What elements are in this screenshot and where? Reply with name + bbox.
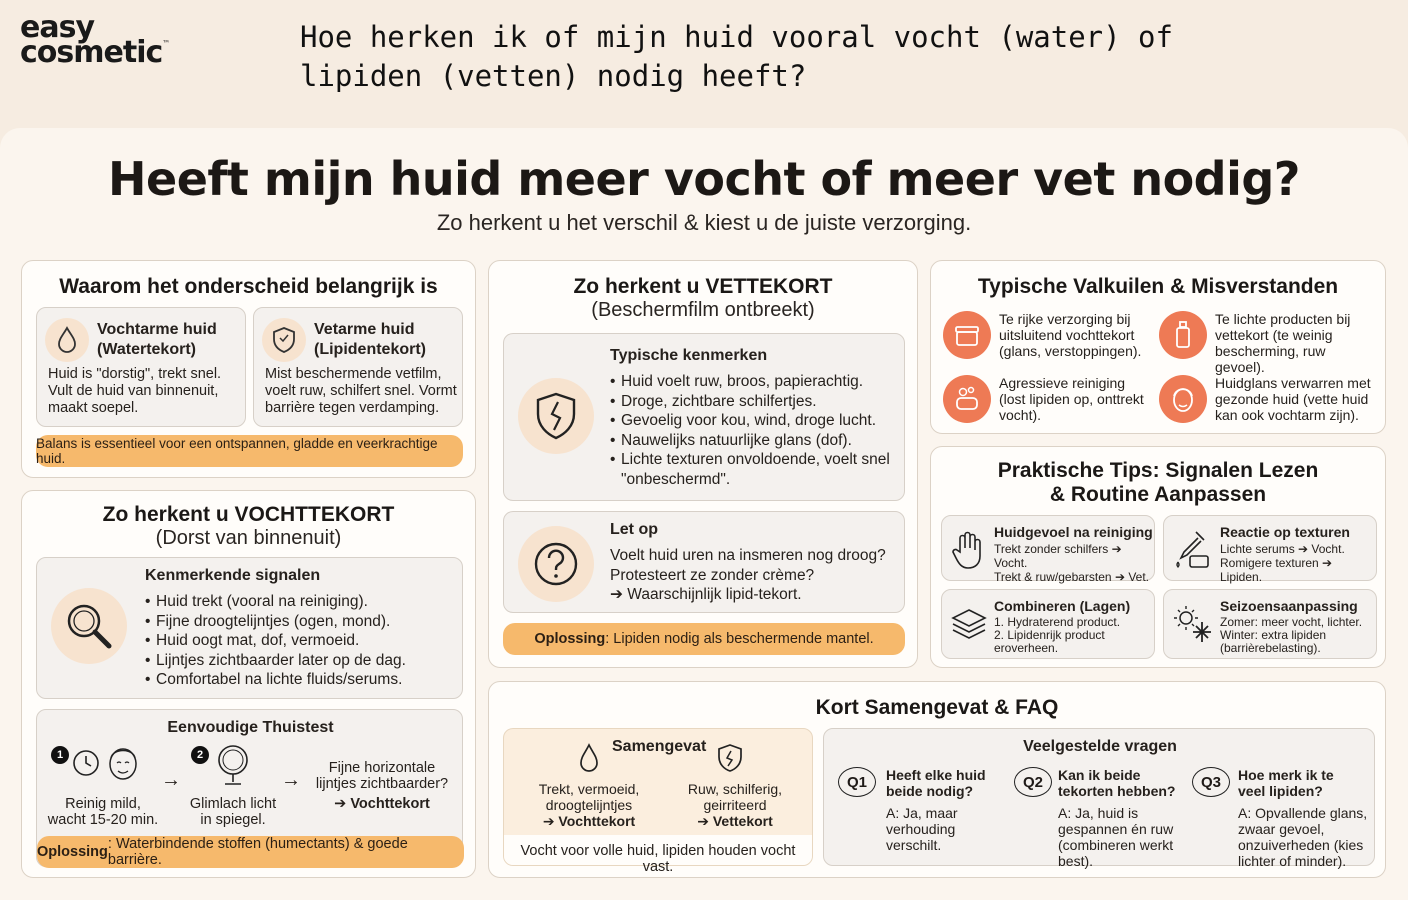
signals-list: [145, 592, 455, 690]
samengevat-right-result: ➔ Vettekort: [697, 813, 773, 829]
main-title: Heeft mijn huid meer vocht of meer vet nodig?: [108, 152, 1300, 206]
shield-icon: [716, 743, 744, 773]
step2-text: Glimlach licht in spiegel.: [189, 796, 277, 828]
water-drop-icon: [45, 318, 89, 362]
card-waarom: [21, 260, 476, 478]
vocht-subtitle: (Watertekort): [97, 341, 196, 358]
test-title: Eenvoudige Thuistest: [167, 719, 334, 736]
card-title: Kort Samengevat & FAQ: [815, 696, 1059, 719]
list-item: • Nauwelijks natuurlijke glans (dof).: [610, 431, 895, 451]
list-item: • Huid voelt ruw, broos, papierachtig.: [610, 372, 895, 392]
box-samengevat: [503, 728, 813, 875]
faq-title: Veelgestelde vragen: [1023, 738, 1177, 755]
letop-line: Voelt huid uren na insmeren nog droog?: [610, 547, 886, 564]
tip-title: Combineren (Lagen): [994, 598, 1131, 614]
card-title: Waarom het onderscheid belangrijk is: [59, 275, 438, 298]
bottle-icon: [1159, 311, 1207, 359]
valkuil-text: Agressieve reiniging (lost lipiden op, onttrekt vocht).: [999, 375, 1144, 423]
shield-icon: [262, 318, 306, 362]
arrow-icon: →: [281, 769, 301, 791]
tip-title: Huidgevoel na reiniging: [994, 524, 1153, 540]
balance-note: Balans is essentieel voor een ontspannen, gladde en veerkrachtige huid.: [36, 435, 463, 467]
traits-list: [610, 372, 895, 489]
question-heading: Hoe herken ik of mijn huid vooral vocht (water) of lipiden (vetten) nodig heeft?: [300, 20, 1173, 93]
traits-title: Typische kenmerken: [610, 347, 768, 364]
list-item: • Lijntjes zichtbaarder later op de dag.: [145, 651, 455, 671]
vet-subtitle: (Lipidentekort): [314, 341, 426, 358]
box-signalen: [36, 557, 463, 699]
list-item: • Lichte texturen onvoldoende, voelt snel "onbeschermd".: [610, 450, 895, 489]
samengevat-title: Samengevat: [612, 738, 707, 755]
faq-question: Hoe merk ik te veel lipiden?: [1238, 767, 1334, 799]
box-faq: [823, 728, 1375, 869]
sun-snowflake-icon: [1172, 604, 1214, 644]
tip-box: Huidgevoel na reiniging Trekt zonder schilfers ➔ Vocht. Trekt & ruw/gebarsten ➔ Vet.: [941, 515, 1155, 581]
logo: easy cosmetic™: [20, 10, 171, 70]
list-item: • Droge, zichtbare schilfertjes.: [610, 392, 895, 412]
hand-icon: [950, 530, 986, 570]
signals-title: Kenmerkende signalen: [145, 567, 321, 584]
question-mark-icon: [518, 526, 594, 602]
list-item: • Comfortabel na lichte fluids/serums.: [145, 670, 455, 690]
card-valkuilen: [930, 260, 1386, 434]
samengevat-left: Trekt, vermoeid, droogtelijntjes: [538, 781, 640, 813]
step-number: 2: [191, 746, 209, 764]
q3-badge: Q3: [1192, 767, 1230, 797]
solution-note: Oplossing : Lipiden nodig als beschermende mantel.: [503, 623, 905, 655]
q2-badge: Q2: [1014, 767, 1052, 797]
cream-jar-icon: [943, 311, 991, 359]
box-vetarme-huid: [253, 307, 463, 427]
card-title: Praktische Tips: Signalen Lezen & Routine Aanpassen: [997, 459, 1319, 506]
vet-title: Vetarme huid: [314, 321, 415, 338]
woman-face-icon: [1159, 375, 1207, 423]
vocht-title: Vochtarme huid: [97, 321, 217, 338]
vocht-text: Huid is "dorstig", trekt snel. Vult de huid van binnenuit, maakt soepel.: [48, 366, 222, 416]
magnifier-icon: [51, 588, 127, 664]
faq-answer: A: Ja, maar verhouding verschilt.: [886, 805, 958, 853]
list-item: • Fijne droogtelijntjes (ogen, mond).: [145, 612, 455, 632]
card-vettekort: [488, 260, 918, 668]
face-icon: [103, 742, 143, 784]
box-let-op: [503, 511, 905, 613]
step3-text: Fijne horizontale lijntjes zichtbaarder?: [315, 760, 449, 792]
card-subtitle: (Beschermfilm ontbreekt): [591, 299, 815, 321]
soap-bubbles-icon: [943, 375, 991, 423]
water-drop-icon: [578, 743, 600, 773]
list-item: • Huid oogt mat, dof, vermoeid.: [145, 631, 455, 651]
faq-answer: A: Ja, huid is gespannen én ruw (combineren werkt best).: [1058, 805, 1174, 869]
box-vochtarme-huid: [36, 307, 246, 427]
list-item: • Huid trekt (vooral na reiniging).: [145, 592, 455, 612]
card-vochttekort: [21, 490, 476, 878]
mirror-icon: [213, 742, 253, 788]
step3-result: ➔ Vochttekort: [334, 796, 430, 812]
arrow-icon: →: [161, 769, 181, 791]
card-summary-faq: [488, 681, 1386, 878]
q1-badge: Q1: [838, 767, 876, 797]
card-tips: [930, 446, 1386, 668]
faq-question: Kan ik beide tekorten hebben?: [1058, 767, 1176, 799]
tip-box: Seizoensaanpassing Zomer: meer vocht, lichter. Winter: extra lipiden (barrièrebelasting).: [1163, 589, 1377, 659]
samengevat-right: Ruw, schilferig, geirriteerd: [687, 781, 783, 813]
card-title: Zo herkent u VOCHTTEKORT: [102, 503, 395, 526]
main-subtitle: Zo herkent u het verschil & kiest u de juiste verzorging.: [436, 210, 972, 235]
card-title: Zo herkent u VETTEKORT: [573, 275, 833, 298]
samengevat-left-result: ➔ Vochttekort: [542, 813, 636, 829]
box-thuistest: [36, 709, 463, 867]
faq-answer: A: Opvallende glans, zwaar gevoel, onzuiverheden (kies lichter of minder).: [1238, 805, 1368, 869]
valkuil-text: Te rijke verzorging bij uitsluitend vochttekort (glans, verstoppingen).: [999, 311, 1142, 359]
step-number: 1: [51, 746, 69, 764]
card-title: Typische Valkuilen & Misverstanden: [977, 275, 1339, 298]
valkuil-text: Huidglans verwarren met gezonde huid (vette huid kan ook vochtarm zijn).: [1215, 375, 1371, 423]
letop-line: Protesteert ze zonder crème?: [610, 566, 815, 584]
valkuil-text: Te lichte producten bij vettekort (te weinig bescherming, ruw gevoel).: [1215, 311, 1351, 375]
list-item: • Gevoelig voor kou, wind, droge lucht.: [610, 411, 895, 431]
samengevat-bottom: Vocht voor volle huid, lipiden houden vocht vast.: [520, 843, 796, 875]
letop-title: Let op: [610, 521, 658, 538]
tip-box: Reactie op texturen Lichte serums ➔ Vocht. Romigere texturen ➔ Lipiden.: [1163, 515, 1377, 581]
step1-text: Reinig mild, wacht 15-20 min.: [47, 796, 159, 828]
top-bar: [0, 0, 1408, 128]
tip-box: Combineren (Lagen) 1. Hydraterend product. 2. Lipidenrijk product eroverheen.: [941, 589, 1155, 659]
tip-title: Seizoensaanpassing: [1220, 598, 1358, 614]
box-kenmerken: [503, 333, 905, 501]
card-subtitle: (Dorst van binnenuit): [155, 527, 342, 549]
faq-question: Heeft elke huid beide nodig?: [886, 767, 986, 799]
layers-icon: [950, 606, 988, 642]
broken-shield-icon: [518, 378, 594, 454]
clock-icon: [71, 748, 101, 778]
dropper-icon: [1172, 528, 1212, 570]
solution-note: Oplossing : Waterbindende stoffen (humectants) & goede barrière.: [37, 836, 464, 868]
tip-title: Reactie op texturen: [1220, 524, 1350, 540]
letop-line: ➔ Waarschijnlijk lipid-tekort.: [610, 586, 802, 603]
vet-text: Mist beschermende vetfilm, voelt ruw, schilfert snel. Vormt barrière tegen verdamping.: [265, 366, 457, 416]
